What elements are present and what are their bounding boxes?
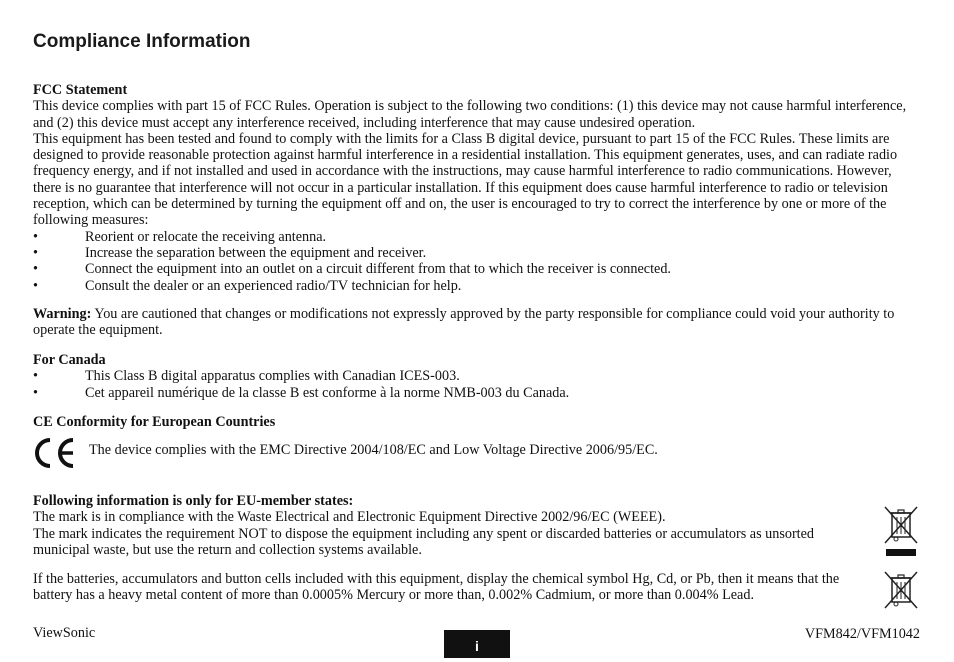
bullet-icon: • [33, 228, 38, 245]
page-title: Compliance Information [33, 31, 251, 52]
bullet-icon: • [33, 261, 38, 278]
page-number: i [444, 630, 510, 658]
list-item [33, 229, 913, 245]
eu-heading: Following information is only for EU-member states: [33, 493, 354, 509]
footer-brand: ViewSonic [33, 625, 96, 641]
fcc-heading: FCC Statement [33, 82, 128, 98]
bullet-icon: • [33, 384, 38, 401]
list-item [33, 385, 913, 401]
fcc-section [33, 82, 913, 294]
list-item [33, 261, 913, 277]
warning-paragraph [33, 306, 913, 339]
weee-bin-icon [882, 505, 920, 560]
bullet-text: This Class B digital apparatus complies with Canadian ICES-003. [85, 368, 460, 385]
canada-heading: For Canada [33, 352, 106, 368]
battery-paragraph: If the batteries, accumulators and button cells included with this equipment, display the chemical symbol Hg, Cd, or Pb, then it means that the battery has a heavy metal content of more than 0.0005% Mercury or more than, 0.002% Cadmium, or more than 0.004% Lead. [33, 571, 840, 604]
bullet-text: Consult the dealer or an experienced radio/TV technician for help. [85, 277, 462, 294]
ce-heading: CE Conformity for European Countries [33, 414, 276, 430]
list-item [33, 368, 913, 384]
bullet-text: Cet appareil numérique de la classe B est conforme à la norme NMB-003 du Canada. [85, 384, 570, 401]
fcc-paragraph-2: This equipment has been tested and found to comply with the limits for a Class B digital device, pursuant to part 15 of the FCC Rules. These limits are designed to provide reasonable protection against harmful interference in a residential installation. This equipment generates, uses, and can radiate radio frequency energy, and if not installed and used in accordance with the instructions, may cause harmful interference to radio communications. However, there is no guarantee that interference will not occur in a particular installation. If this equipment does cause harmful interference to radio or television reception, which can be determined by turning the equipment off and on, the user is encouraged to try to correct the interference by one or more of the following measures: [33, 130, 898, 229]
ce-mark-icon [33, 437, 77, 469]
bullet-text: Connect the equipment into an outlet on a circuit different from that to which the receiver is connected. [85, 261, 671, 278]
bullet-text: Reorient or relocate the receiving antenna. [85, 228, 327, 245]
canada-section [33, 352, 913, 401]
bullet-icon: • [33, 277, 38, 294]
bullet-text: Increase the separation between the equipment and receiver. [85, 244, 427, 261]
fcc-paragraph-1: This device complies with part 15 of FCC Rules. Operation is subject to the following two conditions: (1) this device may not cause harmful interference, and (2) this device must accept any interference received, including interference that may cause undesired operation. [33, 98, 907, 131]
warning-text: You are cautioned that changes or modifications not expressly approved by the party responsible for compliance could void your authority to operate the equipment. [33, 306, 895, 339]
list-item [33, 245, 913, 261]
bullet-icon: • [33, 244, 38, 261]
weee-bin-icon [882, 570, 920, 610]
bullet-icon: • [33, 368, 38, 385]
list-item [33, 278, 913, 294]
eu-paragraph-2: The mark indicates the requirement NOT to dispose the equipment including any spent or discarded batteries or accumulators as unsorted municipal waste, but use the return and collection systems available. [33, 525, 815, 558]
footer-model: VFM842/VFM1042 [804, 626, 920, 642]
eu-section [33, 493, 863, 558]
ce-text: The device complies with the EMC Directive 2004/108/EC and Low Voltage Directive 2006/95/EC. [89, 442, 658, 458]
eu-paragraph-1: The mark is in compliance with the Waste Electrical and Electronic Equipment Directive 2002/96/EC (WEEE). [33, 509, 666, 526]
warning-label: Warning: [33, 306, 92, 322]
